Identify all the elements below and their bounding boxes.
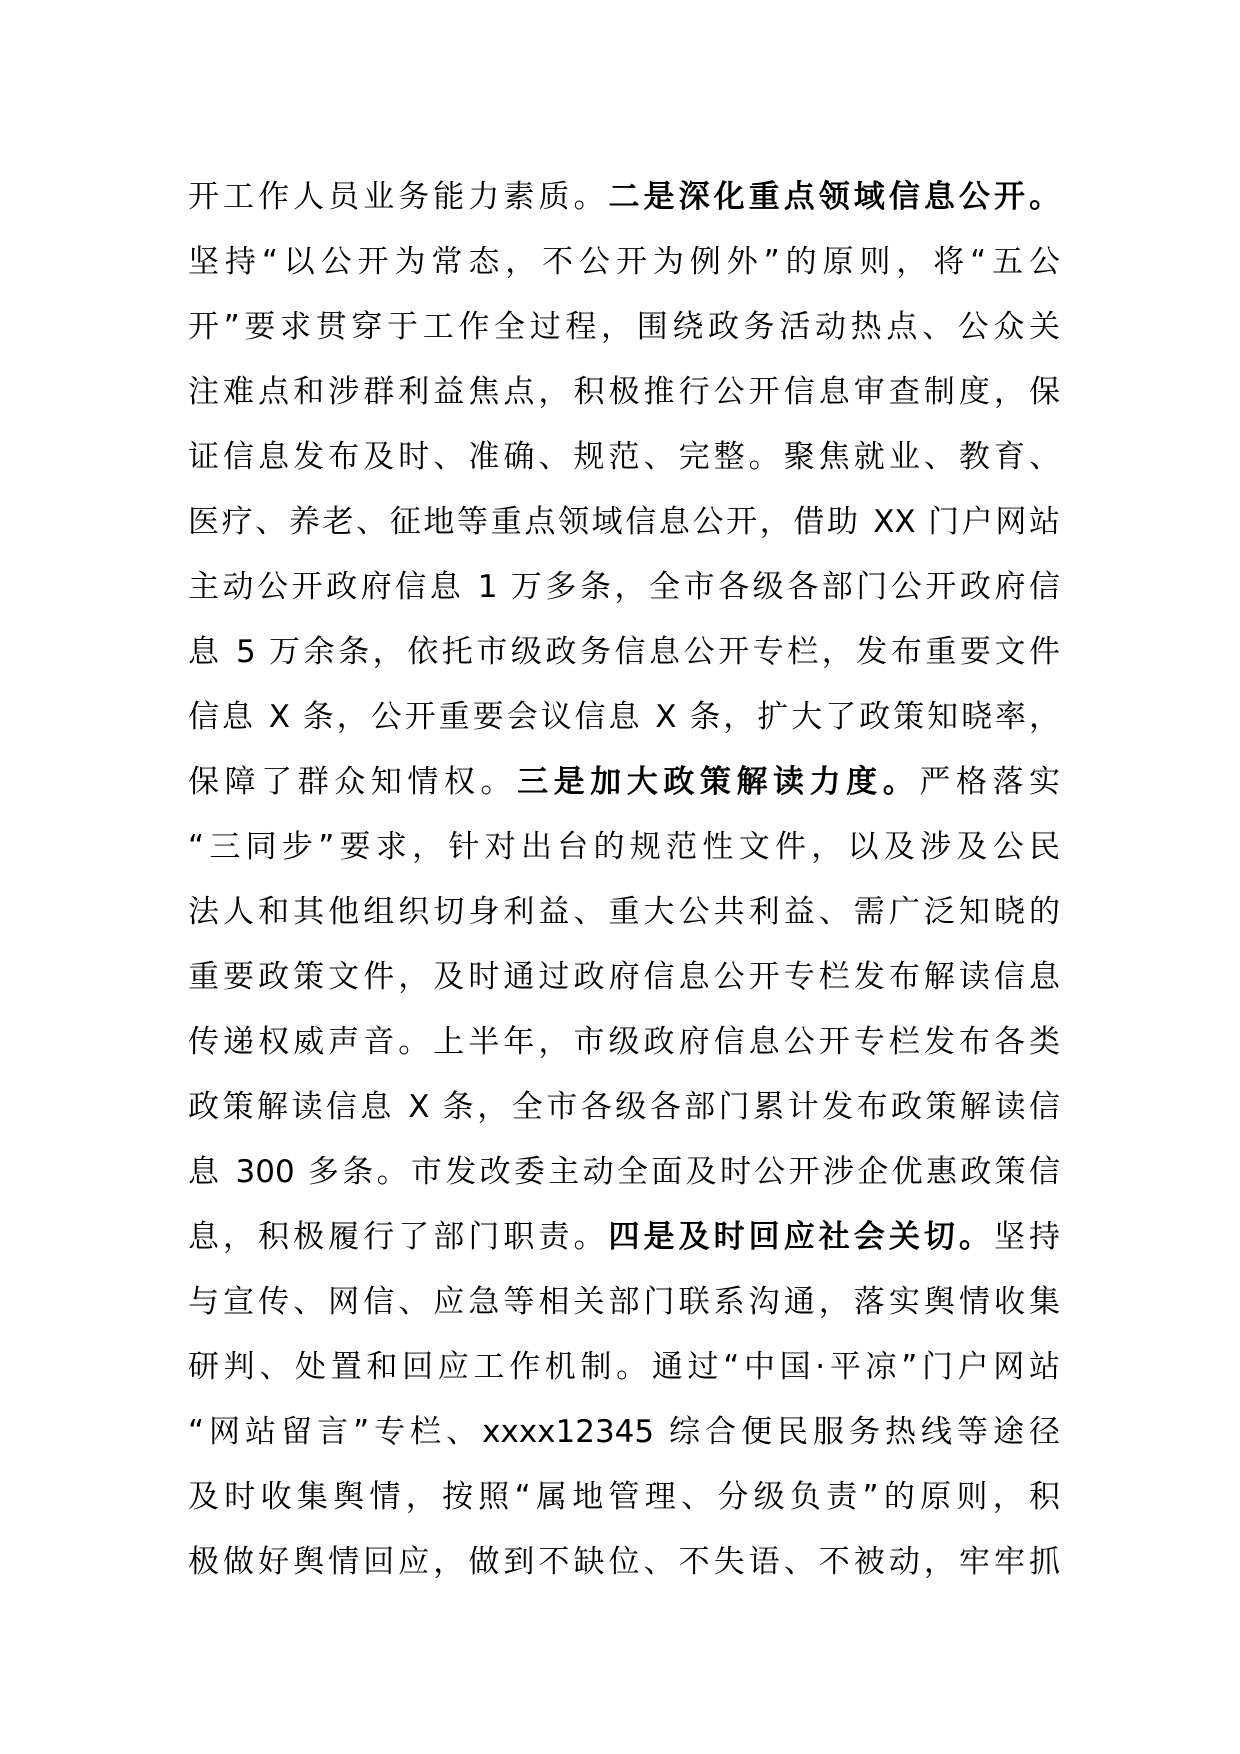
paragraph-text: 严格落实 [919, 764, 1061, 800]
paragraph-text: 主动公开政府信息 1 万多条，全市各级各部门公开政府信 [188, 569, 1060, 605]
text-line [188, 1075, 1060, 1140]
text-line [188, 360, 1060, 425]
text-line [188, 880, 1060, 945]
paragraph-text: 证信息发布及时、准确、规范、完整。聚焦就业、教育、 [188, 439, 1060, 475]
text-line [188, 750, 1060, 815]
bold-heading-text: 三是加大政策解读力度。 [517, 764, 920, 800]
paragraph-text: 传递权威声音。上半年，市级政府信息公开专栏发布各类 [188, 1024, 1060, 1060]
text-line [188, 230, 1060, 295]
text-line [188, 555, 1060, 620]
text-line [188, 165, 1060, 230]
paragraph-text: “网站留言”专栏、xxxx12345 综合便民服务热线等途径 [188, 1414, 1060, 1450]
text-line [188, 685, 1060, 750]
text-line [188, 1270, 1060, 1335]
paragraph-text: 研判、处置和回应工作机制。通过“中国·平凉”门户网站 [188, 1349, 1060, 1385]
text-line [188, 815, 1060, 880]
paragraph-text: 坚持 [993, 1219, 1061, 1255]
text-line [188, 1205, 1060, 1270]
paragraph-text: 与宣传、网信、应急等相关部门联系沟通，落实舆情收集 [188, 1284, 1060, 1320]
bold-heading-text: 四是及时回应社会关切。 [608, 1219, 994, 1255]
text-line [188, 1010, 1060, 1075]
paragraph-text: 保障了群众知情权。 [188, 764, 518, 800]
paragraph-text: 信息 X 条，公开重要会议信息 X 条，扩大了政策知晓率， [188, 699, 1060, 735]
paragraph-text: 重要政策文件，及时通过政府信息公开专栏发布解读信息 [188, 959, 1060, 995]
paragraph-text: 及时收集舆情，按照“属地管理、分级负责”的原则，积 [188, 1479, 1060, 1515]
text-line [188, 1465, 1060, 1530]
text-line [188, 1530, 1060, 1595]
paragraph-text: “三同步”要求，针对出台的规范性文件，以及涉及公民 [188, 829, 1060, 865]
paragraph-text: 开”要求贯穿于工作全过程，围绕政务活动热点、公众关 [188, 309, 1060, 345]
text-line [188, 490, 1060, 555]
text-line [188, 295, 1060, 360]
paragraph-text: 注难点和涉群利益焦点，积极推行公开信息审查制度，保 [188, 374, 1060, 410]
paragraph-text: 医疗、养老、征地等重点领域信息公开，借助 XX 门户网站 [188, 504, 1060, 540]
text-line [188, 1335, 1060, 1400]
text-line [188, 1140, 1060, 1205]
paragraph-text: 息，积极履行了部门职责。 [188, 1219, 609, 1255]
paragraph-text: 坚持“以公开为常态，不公开为例外”的原则，将“五公 [188, 244, 1060, 280]
paragraph-text: 政策解读信息 X 条，全市各级各部门累计发布政策解读信 [188, 1089, 1060, 1125]
paragraph-text: 息 5 万余条，依托市级政务信息公开专栏，发布重要文件 [188, 634, 1060, 670]
text-line [188, 425, 1060, 490]
bold-heading-text: 二是深化重点领域信息公开。 [608, 179, 1060, 215]
text-line [188, 945, 1060, 1010]
paragraph-text: 息 300 多条。市发改委主动全面及时公开涉企优惠政策信 [188, 1154, 1060, 1190]
paragraph-text: 极做好舆情回应，做到不缺位、不失语、不被动，牢牢抓 [188, 1544, 1060, 1580]
text-line [188, 1400, 1060, 1465]
paragraph-text: 开工作人员业务能力素质。 [188, 179, 609, 215]
text-line [188, 620, 1060, 685]
paragraph-text: 法人和其他组织切身利益、重大公共利益、需广泛知晓的 [188, 894, 1060, 930]
body-text [188, 165, 1060, 1595]
